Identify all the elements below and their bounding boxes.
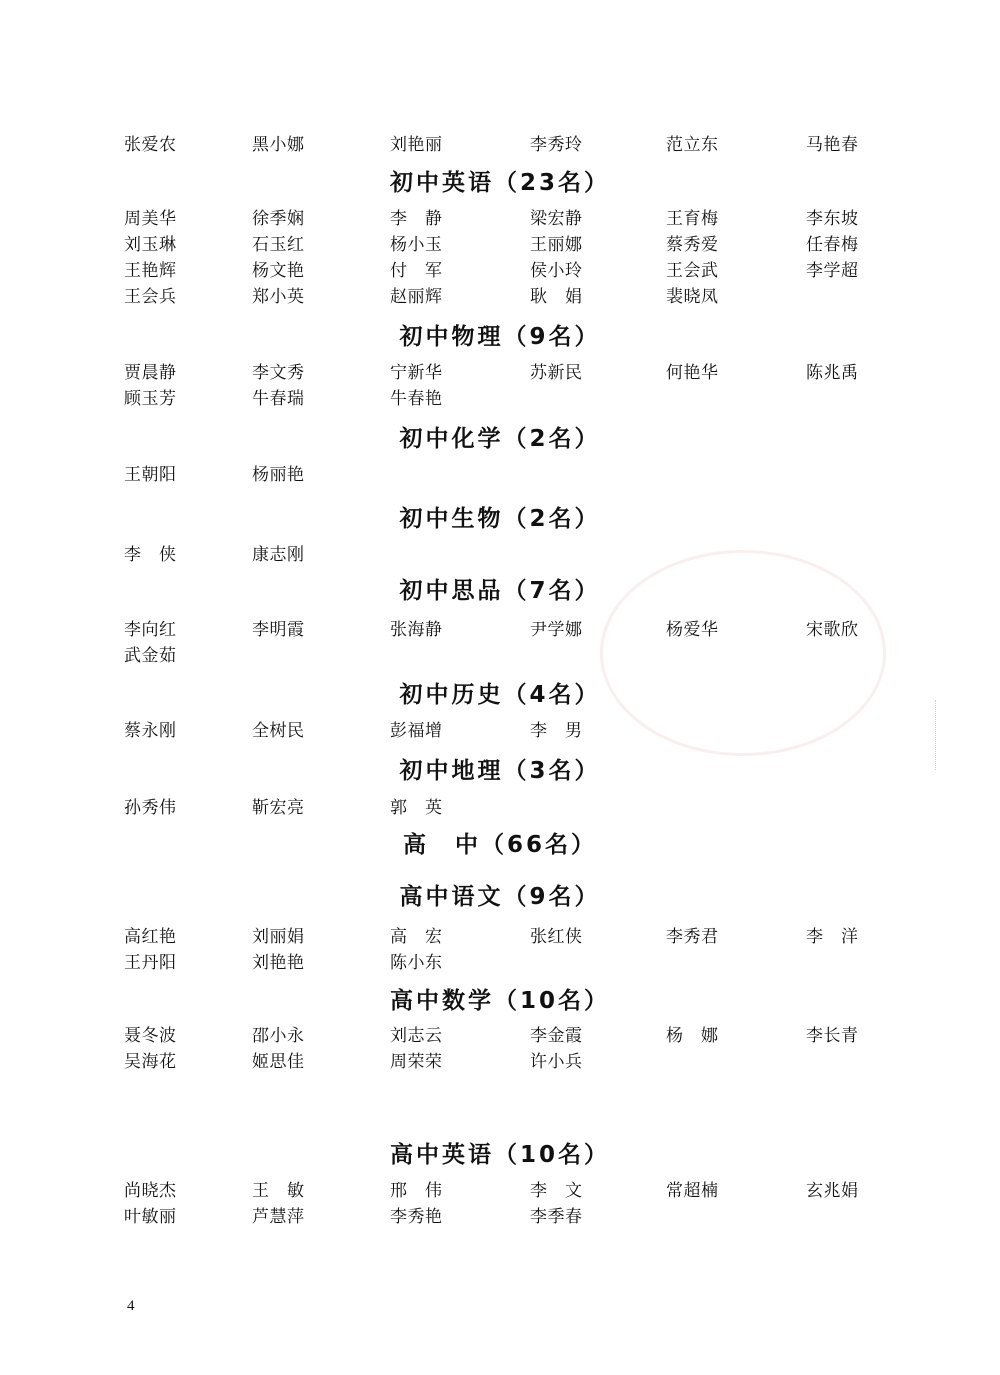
person-name: 杨爱华	[666, 620, 719, 640]
person-name: 王育梅	[666, 209, 719, 229]
section-heading: 初中化学（2名）	[399, 426, 601, 452]
name-row	[0, 1049, 1000, 1075]
person-name: 李 洋	[806, 927, 859, 947]
person-name: 尚晓杰	[124, 1181, 177, 1201]
name-row	[0, 1204, 1000, 1230]
person-name: 李秀艳	[390, 1207, 443, 1227]
person-name: 王会兵	[124, 287, 177, 307]
person-name: 刘丽娟	[252, 927, 305, 947]
section-heading: 初中生物（2名）	[399, 506, 601, 532]
person-name: 李学超	[806, 261, 859, 281]
section-heading: 高 中（66名）	[402, 832, 597, 858]
person-name: 王丽娜	[530, 235, 583, 255]
section-heading: 初中历史（4名）	[399, 682, 601, 708]
name-row	[0, 1178, 1000, 1204]
name-row	[0, 258, 1000, 284]
name-row	[0, 284, 1000, 310]
person-name: 侯小玲	[530, 261, 583, 281]
person-name: 王 敏	[252, 1181, 305, 1201]
person-name: 吴海花	[124, 1052, 177, 1072]
name-row	[0, 206, 1000, 232]
name-row	[0, 718, 1000, 744]
person-name: 付 军	[390, 261, 443, 281]
person-name: 李长青	[806, 1026, 859, 1046]
person-name: 康志刚	[252, 545, 305, 565]
person-name: 李东坡	[806, 209, 859, 229]
section-heading: 初中物理（9名）	[399, 324, 601, 350]
name-row	[0, 643, 1000, 669]
person-name: 杨 娜	[666, 1026, 719, 1046]
name-row	[0, 950, 1000, 976]
person-name: 刘玉琳	[124, 235, 177, 255]
person-name: 王艳辉	[124, 261, 177, 281]
page-number: 4	[127, 1298, 135, 1314]
person-name: 李明霞	[252, 620, 305, 640]
person-name: 芦慧萍	[252, 1207, 305, 1227]
person-name: 梁宏静	[530, 209, 583, 229]
person-name: 李 男	[530, 721, 583, 741]
person-name: 王会武	[666, 261, 719, 281]
person-name: 叶敏丽	[124, 1207, 177, 1227]
person-name: 杨丽艳	[252, 465, 305, 485]
person-name: 邢 伟	[390, 1181, 443, 1201]
person-name: 刘志云	[390, 1026, 443, 1046]
person-name: 许小兵	[530, 1052, 583, 1072]
person-name: 郑小英	[252, 287, 305, 307]
person-name: 牛春瑞	[252, 389, 305, 409]
person-name: 李 文	[530, 1181, 583, 1201]
name-row	[0, 617, 1000, 643]
person-name: 杨文艳	[252, 261, 305, 281]
person-name: 李向红	[124, 620, 177, 640]
person-name: 牛春艳	[390, 389, 443, 409]
person-name: 赵丽辉	[390, 287, 443, 307]
person-name: 李季春	[530, 1207, 583, 1227]
name-row	[0, 542, 1000, 568]
person-name: 靳宏亮	[252, 798, 305, 818]
section-heading: 高中数学（10名）	[389, 988, 610, 1014]
person-name: 宋歌欣	[806, 620, 859, 640]
person-name: 刘艳艳	[252, 953, 305, 973]
person-name: 李文秀	[252, 363, 305, 383]
person-name: 马艳春	[806, 135, 859, 155]
person-name: 聂冬波	[124, 1026, 177, 1046]
person-name: 李 静	[390, 209, 443, 229]
person-name: 贾晨静	[124, 363, 177, 383]
person-name: 张爱农	[124, 135, 177, 155]
person-name: 高 宏	[390, 927, 443, 947]
person-name: 周美华	[124, 209, 177, 229]
person-name: 李金霞	[530, 1026, 583, 1046]
person-name: 周荣荣	[390, 1052, 443, 1072]
person-name: 武金茹	[124, 646, 177, 666]
person-name: 常超楠	[666, 1181, 719, 1201]
section-heading: 高中英语（10名）	[389, 1142, 610, 1168]
person-name: 孙秀伟	[124, 798, 177, 818]
person-name: 全树民	[252, 721, 305, 741]
name-row	[0, 386, 1000, 412]
name-row	[0, 1023, 1000, 1049]
person-name: 杨小玉	[390, 235, 443, 255]
person-name: 蔡秀爱	[666, 235, 719, 255]
person-name: 张红侠	[530, 927, 583, 947]
person-name: 姬思佳	[252, 1052, 305, 1072]
person-name: 彭福增	[390, 721, 443, 741]
person-name: 蔡永刚	[124, 721, 177, 741]
person-name: 顾玉芳	[124, 389, 177, 409]
person-name: 李秀玲	[530, 135, 583, 155]
name-row	[0, 795, 1000, 821]
person-name: 苏新民	[530, 363, 583, 383]
name-row	[0, 924, 1000, 950]
name-row	[0, 232, 1000, 258]
person-name: 何艳华	[666, 363, 719, 383]
section-heading: 初中英语（23名）	[389, 170, 610, 196]
person-name: 玄兆娟	[806, 1181, 859, 1201]
person-name: 陈小东	[390, 953, 443, 973]
person-name: 李 侠	[124, 545, 177, 565]
section-heading: 高中语文（9名）	[399, 884, 601, 910]
person-name: 高红艳	[124, 927, 177, 947]
name-row	[0, 132, 1000, 158]
person-name: 耿 娟	[530, 287, 583, 307]
person-name: 任春梅	[806, 235, 859, 255]
section-heading: 初中思品（7名）	[399, 578, 601, 604]
person-name: 王丹阳	[124, 953, 177, 973]
person-name: 陈兆禹	[806, 363, 859, 383]
person-name: 邵小永	[252, 1026, 305, 1046]
person-name: 石玉红	[252, 235, 305, 255]
person-name: 尹学娜	[530, 620, 583, 640]
person-name: 徐季娴	[252, 209, 305, 229]
name-row	[0, 360, 1000, 386]
person-name: 宁新华	[390, 363, 443, 383]
section-heading: 初中地理（3名）	[399, 758, 601, 784]
person-name: 郭 英	[390, 798, 443, 818]
person-name: 王朝阳	[124, 465, 177, 485]
person-name: 黑小娜	[252, 135, 305, 155]
name-row	[0, 462, 1000, 488]
person-name: 刘艳丽	[390, 135, 443, 155]
person-name: 裴晓凤	[666, 287, 719, 307]
person-name: 范立东	[666, 135, 719, 155]
person-name: 李秀君	[666, 927, 719, 947]
person-name: 张海静	[390, 620, 443, 640]
